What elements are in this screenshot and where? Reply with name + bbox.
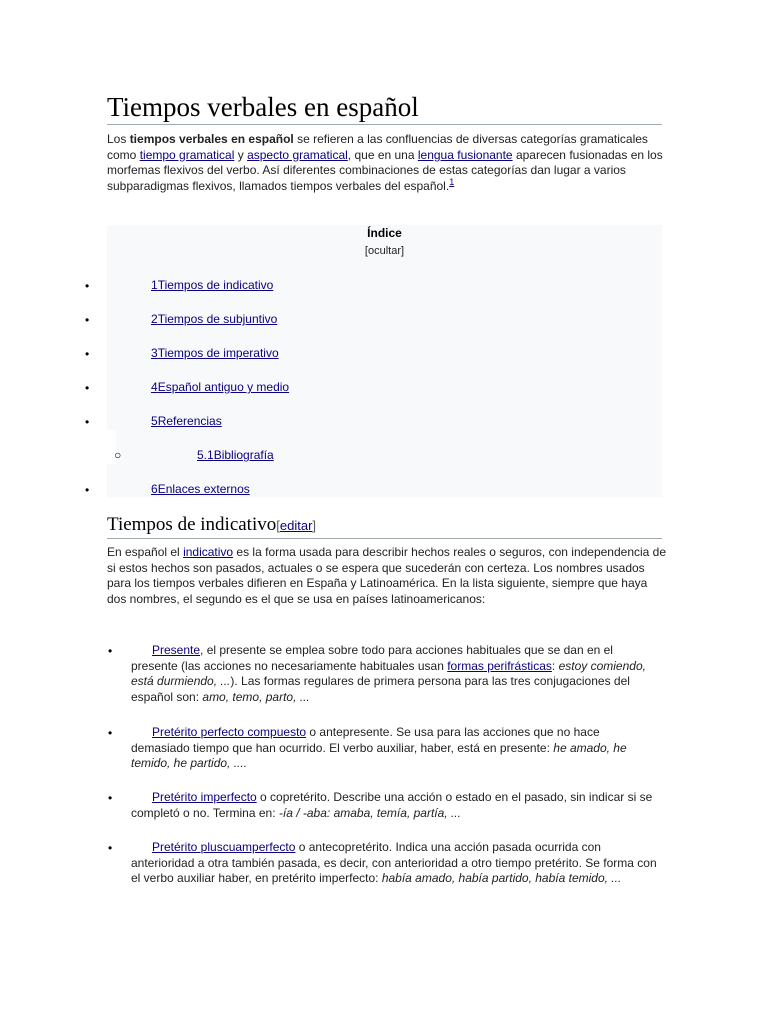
list-bullet: • <box>108 841 113 855</box>
link-indicativo[interactable]: indicativo <box>183 545 234 559</box>
toc-item-label: Tiempos de subjuntivo <box>157 312 278 326</box>
toc-item-label: Tiempos de indicativo <box>157 278 274 292</box>
list-item-text: o antecopretérito. Indica una acción pasada ocurrida con anterioridad a otra también pasada, es decir, con anterioridad a otro tiempo pretérito. Se forma con el verbo auxiliar haber, en pretérito imperfecto: <box>131 840 657 886</box>
link-aspecto-gramatical[interactable]: aspecto gramatical <box>247 147 348 162</box>
toc-bullet: • <box>85 415 90 429</box>
section-text: es la forma usada para describir hechos reales o seguros, con independencia de si estos hechos son pasados, actuales o se espera que sucederán con certeza. Los nombres usados para los tiempos verbales difieren en España y Latinoamérica. En la lista siguiente, siempre que haya dos nombres, el segundo es el que se usa en países latinoamericanos: <box>107 545 667 606</box>
edit-link[interactable]: editar <box>279 518 313 533</box>
list-item-text: ). Las formas regulares de primera persona para las tres conjugaciones del español son: <box>131 674 630 704</box>
link-tiempo-gramatical[interactable]: tiempo gramatical <box>139 147 235 162</box>
toc-heading: Índice <box>367 226 402 240</box>
toc-bullet: • <box>85 483 90 497</box>
list-item-example: estoy comiendo, está durmiendo, ... <box>131 658 646 689</box>
link-preterito-pluscuamperfecto[interactable]: Pretérito pluscuamperfecto <box>152 840 296 854</box>
intro-bold-term: tiempos verbales en español <box>129 132 294 146</box>
toc-item-label: Tiempos de imperativo <box>157 346 279 360</box>
list-bullet: • <box>108 791 113 805</box>
link-preterito-imperfecto[interactable]: Pretérito imperfecto <box>152 790 257 804</box>
toc-item[interactable] <box>151 346 279 362</box>
toc-item-number: 3 <box>151 346 158 360</box>
toc-bullet: • <box>85 313 90 327</box>
list-item <box>131 643 661 705</box>
page-title: Tiempos verbales en español <box>107 90 662 125</box>
toc-bullet: • <box>85 347 90 361</box>
list-item-text: o copretérito. Describe una acción o estado en el pasado, sin indicar si se completó o no. Termina en: <box>131 790 653 820</box>
link-presente[interactable]: Presente <box>152 643 201 657</box>
list-bullet: • <box>108 644 113 658</box>
intro-text: Los <box>107 132 130 146</box>
list-item <box>131 725 661 772</box>
link-preterito-perfecto-compuesto[interactable]: Pretérito perfecto compuesto <box>152 725 307 739</box>
list-item-example: había amado, había partido, había temido, ... <box>381 871 622 886</box>
section-heading: Tiempos de indicativo[editar] <box>107 512 662 539</box>
toc-item[interactable] <box>151 414 222 430</box>
toc-item-number: 6 <box>151 482 158 496</box>
list-item-example: he amado, he temido, he partido, .... <box>131 740 627 771</box>
list-item-example: -ía / -aba: amaba, temía, partía, ... <box>278 805 461 820</box>
link-lengua-fusionante[interactable]: lengua fusionante <box>417 147 513 162</box>
toc-item-number: 4 <box>151 380 158 394</box>
toc-item-number: 2 <box>151 312 158 326</box>
list-item-text: o antepresente. Se usa para las acciones que no hace demasiado tiempo que han ocurrido. El verbo auxiliar, haber, está en presente: <box>131 725 600 755</box>
toc-item-label: Bibliografía <box>213 448 274 462</box>
section-text: En español el <box>107 545 184 559</box>
toc-bullet: • <box>85 381 90 395</box>
intro-text: aparecen fusionadas en los morfemas flexivos del verbo. Así diferentes combinaciones de estas categorías dan lugar a varios subparadigmas flexivos, llamados tiempos verbales del español. <box>107 147 663 193</box>
intro-text: se refieren a las confluencias de diversas categorías gramaticales como <box>107 132 648 162</box>
toc-toggle-link[interactable]: [ocultar] <box>364 245 405 257</box>
toc-subitem[interactable] <box>197 448 274 464</box>
toc-item[interactable] <box>151 312 277 328</box>
toc-item[interactable] <box>151 380 289 396</box>
toc-item[interactable] <box>151 482 250 498</box>
link-formas-perifrasticas[interactable]: formas perifrásticas <box>447 658 552 673</box>
toc-item-number: 5.1 <box>197 448 214 462</box>
toc-item-label: Enlaces externos <box>157 482 250 496</box>
intro-text: , que en una <box>347 147 418 162</box>
intro-text: y <box>234 147 248 162</box>
toc-bullet: • <box>85 279 90 293</box>
reference-link[interactable]: 1 <box>449 176 455 187</box>
section-heading-text: Tiempos de indicativo <box>107 514 277 535</box>
list-item-example: amo, temo, parto, ... <box>202 689 310 704</box>
list-bullet: • <box>108 726 113 740</box>
toc-item-number: 5 <box>151 414 158 428</box>
toc-item[interactable] <box>151 278 273 294</box>
toc-sub-bullet: ○ <box>114 448 122 462</box>
toc-item-number: 1 <box>151 278 158 292</box>
list-item-text: , el presente se emplea sobre todo para acciones habituales que se dan en el presente (las acciones no necesariamente habituales usan <box>131 643 613 673</box>
list-item <box>131 790 661 821</box>
intro-paragraph <box>107 132 667 194</box>
toc-item-label: Español antiguo y medio <box>157 380 290 394</box>
list-item <box>131 840 661 887</box>
section-paragraph <box>107 545 667 607</box>
toc-item-label: Referencias <box>157 414 222 428</box>
list-item-text: : <box>551 658 559 673</box>
